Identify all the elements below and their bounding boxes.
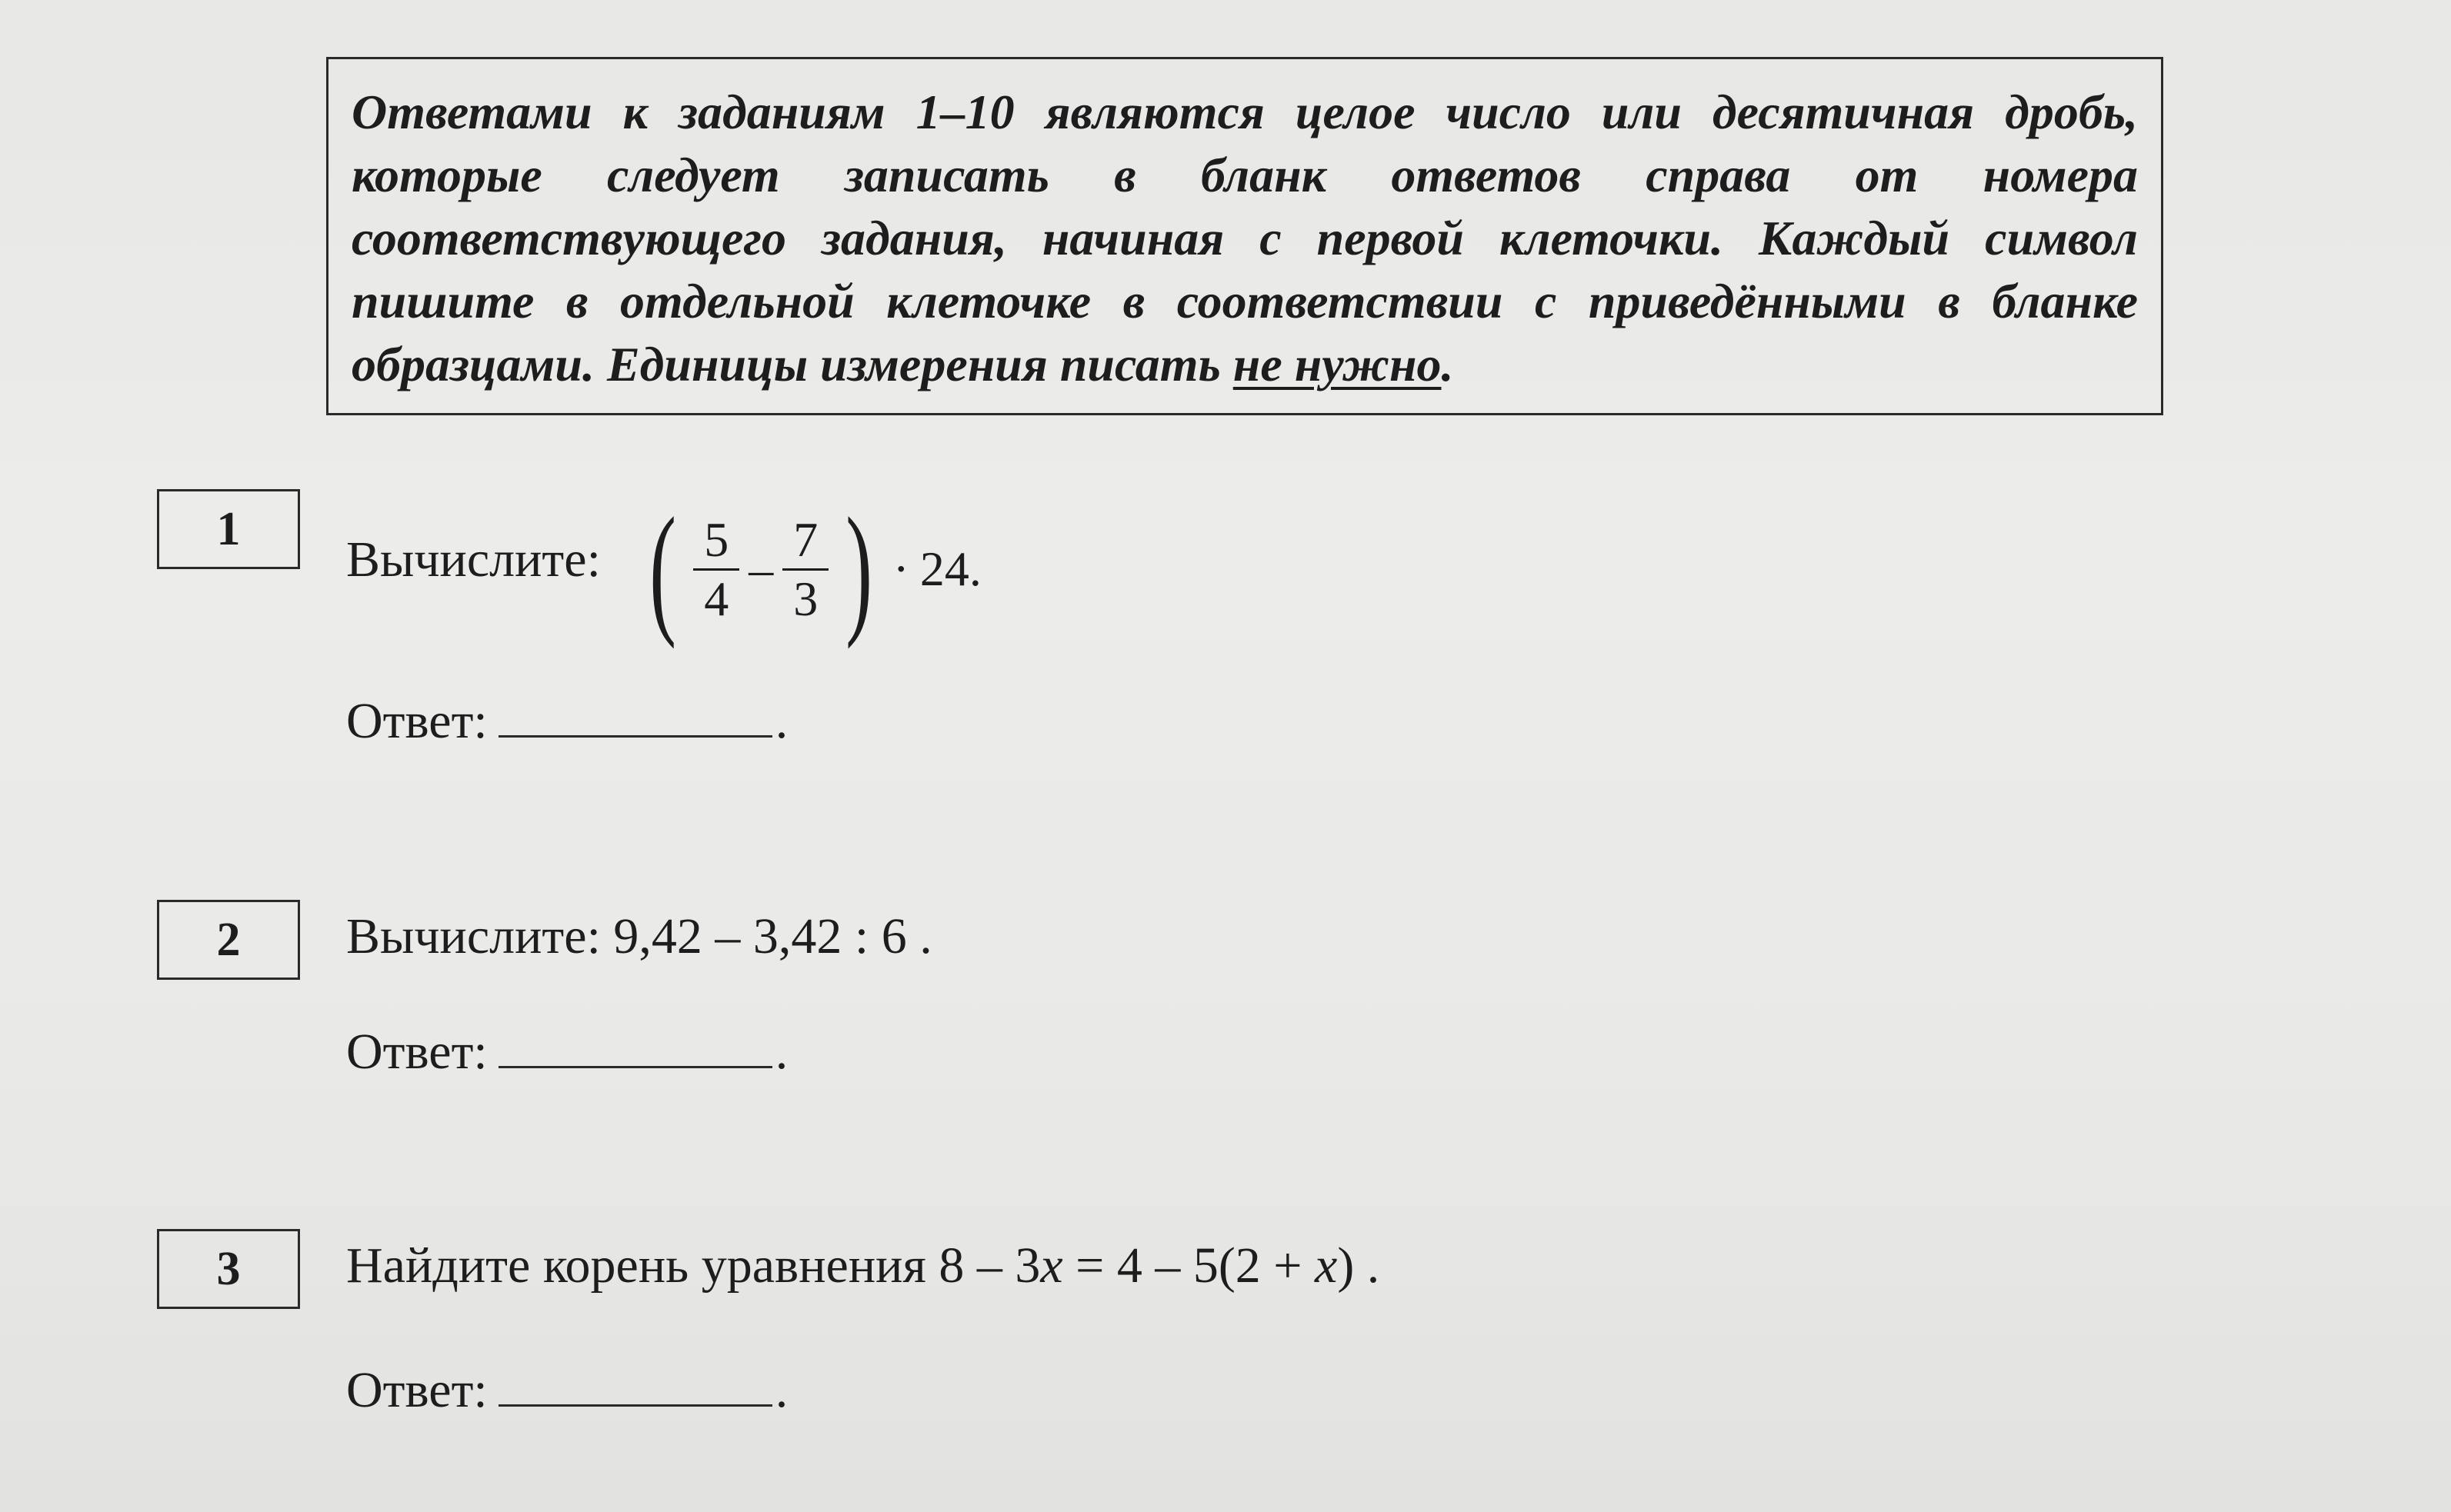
task-3 (346, 1237, 1379, 1295)
minus-sign: – (749, 541, 774, 596)
instructions-underlined: не нужно (1232, 337, 1442, 391)
open-paren: ( (649, 488, 677, 650)
answer-3 (346, 1361, 788, 1420)
instructions-box (326, 57, 2163, 415)
multiplier-value: 24 (919, 541, 969, 596)
answer-line[interactable] (499, 1035, 772, 1068)
multiply-sign: · (892, 541, 909, 596)
fraction-2-numerator: 7 (793, 511, 819, 567)
close-paren: ) (845, 488, 873, 650)
task-1-expression (639, 488, 982, 650)
expression-end: . (969, 541, 982, 596)
answer-1 (346, 692, 788, 751)
answer-label: Ответ: (346, 1024, 488, 1080)
fraction-1-numerator: 5 (704, 511, 729, 567)
answer-end: . (775, 1024, 789, 1080)
task-3-prompt: Найдите корень уравнения (346, 1237, 926, 1294)
task-2-prompt: Вычислите: (346, 908, 601, 964)
fraction-2 (782, 511, 829, 628)
task-number-3: 3 (157, 1229, 300, 1309)
fraction-1-denominator: 4 (704, 571, 729, 626)
task-1-prompt: Вычислите: (346, 531, 601, 588)
answer-end: . (775, 693, 789, 749)
task-3-expression: 8 – 3x = 4 – 5(2 + x) . (939, 1237, 1380, 1294)
answer-label: Ответ: (346, 1362, 488, 1418)
answer-2 (346, 1023, 788, 1081)
task-2-expression: 9,42 – 3,42 : 6 . (613, 908, 932, 964)
variable-x: x (1315, 1237, 1338, 1294)
answer-label: Ответ: (346, 693, 488, 749)
answer-line[interactable] (499, 1374, 772, 1407)
fraction-2-denominator: 3 (793, 571, 819, 626)
variable-x: x (1040, 1237, 1063, 1294)
instructions-text: Ответами к заданиям 1–10 являются целое число или десятичная дробь, которые следует записать в бланк ответов справа от номера соответствующего задания, начиная с первой клеточки. Каждый символ пишите в отдельной клеточке в соответствии с приведёнными в бланке образцами. Единицы измерения писать (352, 85, 2138, 391)
fraction-1 (693, 511, 739, 628)
answer-line[interactable] (499, 704, 772, 738)
task-2 (346, 908, 932, 966)
instructions-end: . (1441, 337, 1454, 391)
answer-end: . (775, 1362, 789, 1418)
task-number-1: 1 (157, 489, 300, 569)
task-number-2: 2 (157, 900, 300, 980)
